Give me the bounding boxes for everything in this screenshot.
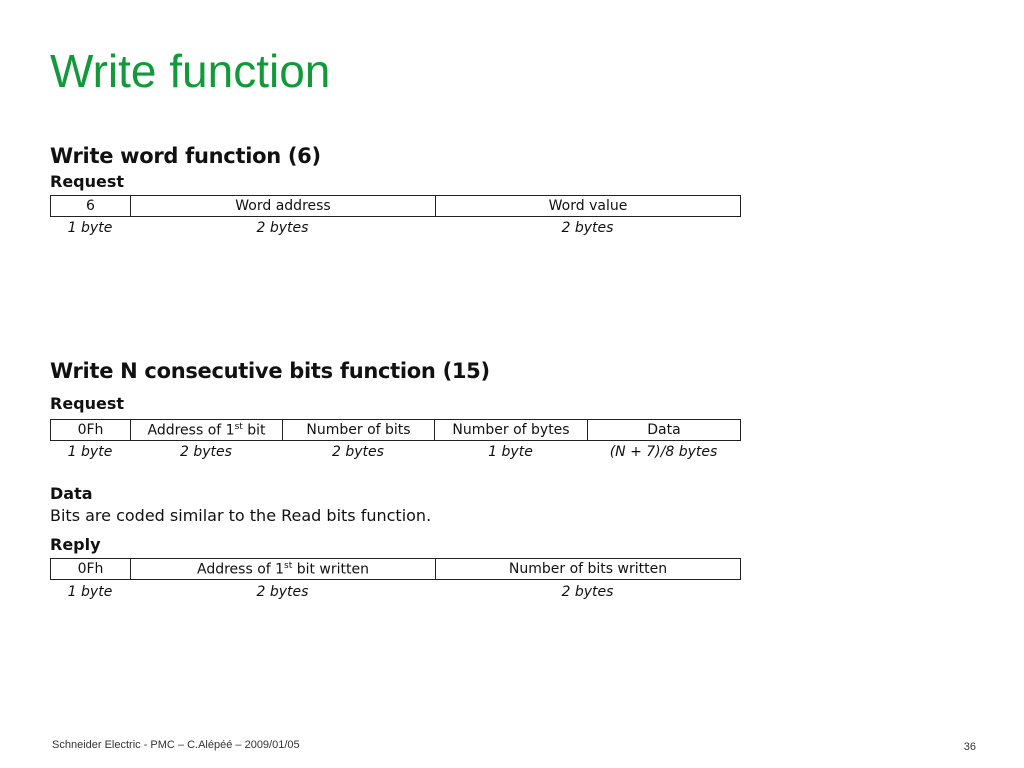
table-row bbox=[51, 559, 741, 580]
write-bits-request-frame bbox=[50, 419, 741, 441]
number-of-bits-written-cell: Number of bits written bbox=[436, 559, 741, 580]
write-bits-reply-frame bbox=[50, 558, 741, 580]
size-cell: 2 bytes bbox=[561, 584, 614, 600]
size-cell: 1 byte bbox=[67, 220, 113, 236]
data-description: Bits are coded similar to the Read bits function. bbox=[50, 506, 432, 525]
word-address-cell: Word address bbox=[131, 196, 436, 217]
table-row bbox=[50, 443, 740, 461]
function-code-cell: 0Fh bbox=[51, 420, 131, 441]
size-cell: 1 byte bbox=[488, 444, 533, 460]
footer-text: Schneider Electric - PMC – C.Alépéé – 2009/01/05 bbox=[52, 739, 300, 751]
table-row bbox=[50, 583, 740, 601]
address-first-bit-written-cell: Address of 1st bit written bbox=[131, 559, 436, 580]
write-word-heading: Write word function (6) bbox=[50, 144, 321, 168]
size-cell: 1 byte bbox=[67, 584, 113, 600]
request-label-2: Request bbox=[50, 394, 125, 413]
word-value-cell: Word value bbox=[436, 196, 741, 217]
data-cell: Data bbox=[588, 420, 741, 441]
write-bits-size-row bbox=[50, 443, 740, 461]
size-cell: 2 bytes bbox=[256, 584, 309, 600]
size-cell: 1 byte bbox=[67, 444, 113, 460]
size-cell: (N + 7)/8 bytes bbox=[609, 444, 718, 460]
size-cell: 2 bytes bbox=[561, 220, 614, 236]
data-label: Data bbox=[50, 484, 93, 503]
number-of-bits-cell: Number of bits bbox=[283, 420, 435, 441]
table-row bbox=[51, 420, 741, 441]
page-number: 36 bbox=[963, 741, 976, 753]
size-cell: 2 bytes bbox=[332, 444, 384, 460]
request-label-1: Request bbox=[50, 172, 125, 191]
write-bits-heading: Write N consecutive bits function (15) bbox=[50, 359, 490, 383]
function-code-cell: 6 bbox=[51, 196, 131, 217]
function-code-cell: 0Fh bbox=[51, 559, 131, 580]
size-cell: 2 bytes bbox=[256, 220, 309, 236]
write-word-request-frame bbox=[50, 195, 741, 217]
address-first-bit-cell: Address of 1st bit bbox=[131, 420, 283, 441]
table-row bbox=[50, 219, 740, 237]
reply-size-row bbox=[50, 583, 740, 601]
write-word-size-row bbox=[50, 219, 740, 237]
reply-label: Reply bbox=[50, 535, 101, 554]
slide-title: Write function bbox=[50, 45, 331, 97]
size-cell: 2 bytes bbox=[180, 444, 232, 460]
table-row bbox=[51, 196, 741, 217]
number-of-bytes-cell: Number of bytes bbox=[435, 420, 588, 441]
